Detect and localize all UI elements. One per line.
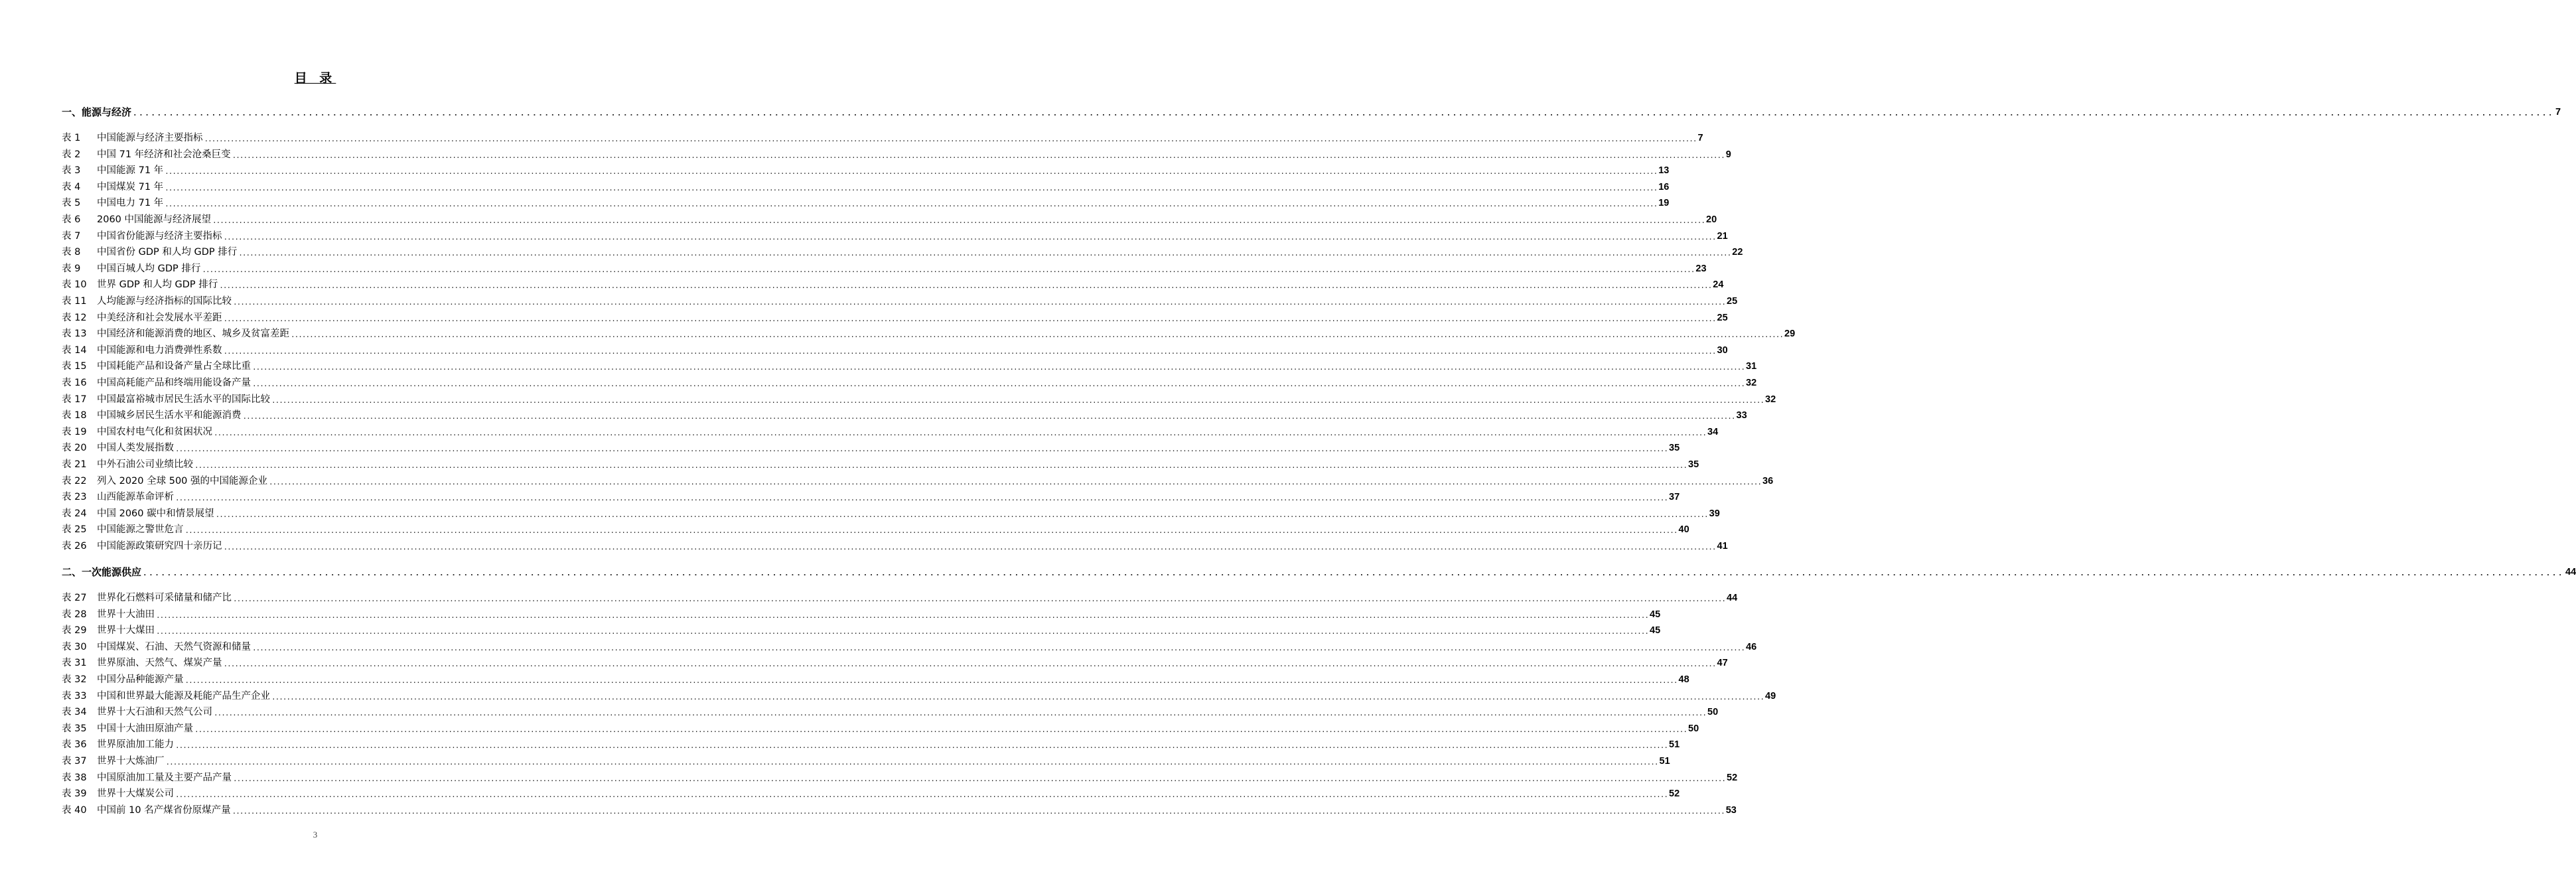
toc-entry[interactable] bbox=[62, 342, 1728, 357]
toc-entry[interactable] bbox=[62, 737, 1680, 751]
page-title: 目 录 bbox=[294, 71, 336, 86]
entry-title: 中国前 10 名产煤省份原煤产量 bbox=[97, 804, 231, 816]
dot-leader: ................................................................................................................................................................................................................................................................................................................................................................................................................ bbox=[194, 461, 1687, 470]
toc-entry[interactable] bbox=[62, 277, 1724, 291]
entry-label bbox=[62, 690, 270, 703]
dot-leader: ................................................................................................................................................................................................................................................................................................................................................................................................................ bbox=[233, 595, 1726, 603]
entry-label bbox=[62, 376, 251, 390]
entry-title: 世界原油、天然气、煤炭产量 bbox=[97, 658, 222, 669]
entry-title: 中国能源 71 年 bbox=[97, 165, 164, 177]
toc-entry[interactable] bbox=[62, 244, 1743, 259]
entry-label bbox=[62, 246, 237, 259]
entry-label bbox=[62, 262, 200, 275]
toc-entry[interactable] bbox=[62, 506, 1720, 520]
page-number: 3 bbox=[313, 830, 318, 840]
entry-number: 表 30 bbox=[62, 641, 87, 652]
dot-leader: ................................................................................................................................................................................................................................................................................................................................................................................................................ bbox=[212, 216, 1705, 225]
entry-page-number: 35 bbox=[1688, 459, 1699, 470]
entry-title: 世界十大煤炭公司 bbox=[97, 788, 174, 800]
toc-entry[interactable] bbox=[62, 130, 1703, 145]
toc-entry[interactable] bbox=[62, 163, 1670, 177]
entry-number: 表 10 bbox=[62, 279, 87, 291]
dot-leader: ................................................................................................................................................................................................................................................................................................................................................................................................................ bbox=[214, 709, 1707, 718]
entry-page-number: 52 bbox=[1727, 772, 1738, 783]
dot-leader: ................................................................................................................................................................................................................................................................................................................................................................................................................ bbox=[175, 790, 1668, 800]
entry-number: 表 11 bbox=[62, 296, 87, 307]
dot-leader: ................................................................................................................................................................................................................................................................................................................................................................................................................ bbox=[219, 281, 1712, 291]
toc-entry[interactable] bbox=[62, 473, 1774, 488]
entry-page-number: 23 bbox=[1695, 263, 1707, 274]
dot-leader: ................................................................................................................................................................................................................................................................................................................................................................................................................ bbox=[133, 109, 2555, 117]
toc-entry[interactable] bbox=[62, 688, 1776, 703]
entry-number: 表 9 bbox=[62, 263, 81, 274]
toc-entry[interactable] bbox=[62, 623, 1661, 637]
entry-title: 中国最富裕城市居民生活水平的国际比较 bbox=[97, 394, 270, 405]
toc-entry[interactable] bbox=[62, 753, 1670, 768]
toc-section-heading[interactable] bbox=[62, 104, 2561, 119]
entry-label bbox=[62, 295, 232, 308]
section-page-number: 44 bbox=[2565, 567, 2576, 577]
entry-label bbox=[62, 360, 251, 373]
entry-label bbox=[62, 738, 174, 751]
dot-leader: ................................................................................................................................................................................................................................................................................................................................................................................................................ bbox=[269, 477, 1762, 486]
section-label: 二、一次能源供应 bbox=[62, 566, 142, 578]
dot-leader: ................................................................................................................................................................................................................................................................................................................................................................................................................ bbox=[238, 249, 1731, 258]
entry-number: 表 32 bbox=[62, 674, 87, 685]
dot-leader: ................................................................................................................................................................................................................................................................................................................................................................................................................ bbox=[223, 660, 1716, 669]
entry-page-number: 49 bbox=[1765, 690, 1776, 702]
dot-leader: ................................................................................................................................................................................................................................................................................................................................................................................................................ bbox=[223, 232, 1716, 242]
entry-page-number: 41 bbox=[1717, 541, 1728, 552]
toc-entry[interactable] bbox=[62, 179, 1670, 194]
entry-title: 列入 2020 全球 500 强的中国能源企业 bbox=[97, 475, 268, 486]
entry-page-number: 7 bbox=[1697, 133, 1703, 143]
entry-number: 表 26 bbox=[62, 541, 87, 552]
entry-number: 表 1 bbox=[62, 133, 81, 143]
dot-leader: ................................................................................................................................................................................................................................................................................................................................................................................................................ bbox=[223, 543, 1716, 552]
entry-number: 表 4 bbox=[62, 181, 81, 192]
entry-label bbox=[62, 425, 212, 439]
entry-title: 世界原油加工能力 bbox=[97, 739, 174, 751]
entry-title: 中国 2060 碳中和情景展望 bbox=[97, 508, 214, 519]
entry-page-number: 36 bbox=[1762, 475, 1774, 486]
entry-number: 表 19 bbox=[62, 426, 87, 437]
dot-leader: ................................................................................................................................................................................................................................................................................................................................................................................................................ bbox=[165, 758, 1658, 767]
entry-page-number: 35 bbox=[1669, 443, 1680, 454]
dot-leader: ................................................................................................................................................................................................................................................................................................................................................................................................................ bbox=[252, 643, 1745, 652]
entry-page-number: 25 bbox=[1727, 296, 1738, 307]
entry-page-number: 32 bbox=[1746, 378, 1757, 388]
toc-entry[interactable] bbox=[62, 489, 1680, 504]
entry-label bbox=[62, 490, 174, 504]
entry-number: 表 16 bbox=[62, 378, 87, 388]
entry-number: 表 8 bbox=[62, 247, 81, 258]
entry-label bbox=[62, 458, 193, 471]
entry-label bbox=[62, 755, 165, 768]
entry-number: 表 29 bbox=[62, 625, 87, 636]
entry-title: 中国百城人均 GDP 排行 bbox=[97, 263, 201, 274]
entry-title: 中国经济和能源消费的地区、城乡及贫富差距 bbox=[97, 329, 289, 340]
dot-leader: ................................................................................................................................................................................................................................................................................................................................................................................................................ bbox=[194, 725, 1687, 734]
entry-number: 表 20 bbox=[62, 443, 87, 454]
entry-page-number: 47 bbox=[1717, 658, 1728, 669]
entry-page-number: 30 bbox=[1717, 344, 1728, 356]
toc-entry[interactable] bbox=[62, 440, 1680, 455]
entry-label bbox=[62, 771, 232, 784]
toc-entry[interactable] bbox=[62, 639, 1757, 654]
entry-page-number: 32 bbox=[1765, 394, 1776, 405]
entry-label bbox=[62, 608, 155, 621]
entry-title: 人均能源与经济指标的国际比较 bbox=[97, 296, 232, 307]
entry-page-number: 31 bbox=[1746, 361, 1757, 372]
entry-title: 世界十大油田 bbox=[97, 609, 155, 620]
toc-entry[interactable] bbox=[62, 522, 1689, 536]
entry-title: 中国能源和电力消费弹性系数 bbox=[97, 344, 222, 356]
entry-label bbox=[62, 656, 222, 670]
dot-leader: ................................................................................................................................................................................................................................................................................................................................................................................................................ bbox=[271, 396, 1764, 405]
dot-leader: ................................................................................................................................................................................................................................................................................................................................................................................................................ bbox=[233, 298, 1726, 307]
entry-title: 中国城乡居民生活水平和能源消费 bbox=[97, 410, 242, 421]
dot-leader: ................................................................................................................................................................................................................................................................................................................................................................................................................ bbox=[175, 445, 1668, 454]
dot-leader: ................................................................................................................................................................................................................................................................................................................................................................................................................ bbox=[143, 569, 2565, 577]
entry-page-number: 51 bbox=[1669, 739, 1680, 751]
entry-label bbox=[62, 131, 203, 145]
toc-entry[interactable] bbox=[62, 607, 1661, 621]
entry-page-number: 33 bbox=[1736, 410, 1747, 421]
entry-page-number: 29 bbox=[1784, 329, 1796, 340]
entry-title: 中国能源之警世危言 bbox=[97, 524, 184, 536]
toc-entry[interactable] bbox=[62, 457, 1699, 471]
entry-title: 中国省份能源与经济主要指标 bbox=[97, 230, 222, 242]
dot-leader: ................................................................................................................................................................................................................................................................................................................................................................................................................ bbox=[291, 331, 1784, 340]
entry-page-number: 53 bbox=[1725, 804, 1737, 816]
entry-title: 世界十大煤田 bbox=[97, 625, 155, 636]
entry-title: 中外石油公司业绩比较 bbox=[97, 459, 193, 470]
entry-label bbox=[62, 393, 270, 406]
entry-label bbox=[62, 475, 267, 488]
dot-leader: ................................................................................................................................................................................................................................................................................................................................................................................................................ bbox=[175, 741, 1668, 751]
entry-page-number: 51 bbox=[1659, 756, 1670, 767]
entry-title: 中国能源政策研究四十亲历记 bbox=[97, 541, 222, 552]
toc-entry[interactable] bbox=[62, 195, 1670, 210]
dot-leader: ................................................................................................................................................................................................................................................................................................................................................................................................................ bbox=[165, 200, 1658, 209]
entry-page-number: 37 bbox=[1669, 492, 1680, 503]
entry-number: 表 15 bbox=[62, 361, 87, 372]
entry-number: 表 31 bbox=[62, 658, 87, 669]
entry-title: 2060 中国能源与经济展望 bbox=[97, 214, 212, 225]
entry-page-number: 24 bbox=[1713, 279, 1724, 291]
toc-entry[interactable] bbox=[62, 802, 1737, 817]
entry-label bbox=[62, 230, 222, 243]
toc-entry[interactable] bbox=[62, 672, 1689, 686]
entry-number: 表 21 bbox=[62, 459, 87, 470]
entry-title: 中国电力 71 年 bbox=[97, 198, 164, 209]
entry-page-number: 25 bbox=[1717, 312, 1728, 323]
toc-entry[interactable] bbox=[62, 424, 1719, 439]
entry-title: 山西能源革命评析 bbox=[97, 492, 174, 503]
entry-title: 中国能源与经济主要指标 bbox=[97, 133, 203, 143]
entry-title: 中国和世界最大能源及耗能产品生产企业 bbox=[97, 690, 270, 702]
dot-leader: ................................................................................................................................................................................................................................................................................................................................................................................................................ bbox=[204, 135, 1697, 143]
entry-page-number: 16 bbox=[1658, 181, 1670, 192]
entry-number: 表 7 bbox=[62, 230, 81, 242]
toc-section-heading[interactable] bbox=[62, 564, 2576, 579]
entry-label bbox=[62, 327, 289, 340]
entry-page-number: 40 bbox=[1678, 524, 1689, 536]
entry-page-number: 13 bbox=[1658, 165, 1670, 177]
entry-label bbox=[62, 706, 212, 719]
dot-leader: ................................................................................................................................................................................................................................................................................................................................................................................................................ bbox=[215, 510, 1708, 519]
dot-leader: ................................................................................................................................................................................................................................................................................................................................................................................................................ bbox=[223, 314, 1716, 323]
entry-number: 表 40 bbox=[62, 804, 87, 816]
dot-leader: ................................................................................................................................................................................................................................................................................................................................................................................................................ bbox=[165, 167, 1658, 177]
entry-page-number: 52 bbox=[1669, 788, 1680, 800]
entry-page-number: 48 bbox=[1678, 674, 1689, 685]
entry-title: 世界化石燃料可采储量和储产比 bbox=[97, 593, 232, 603]
entry-number: 表 36 bbox=[62, 739, 87, 751]
entry-label bbox=[62, 344, 222, 357]
dot-leader: ................................................................................................................................................................................................................................................................................................................................................................................................................ bbox=[232, 806, 1725, 816]
entry-label bbox=[62, 409, 242, 422]
entry-label bbox=[62, 507, 214, 520]
entry-number: 表 28 bbox=[62, 609, 87, 620]
entry-number: 表 35 bbox=[62, 723, 87, 734]
entry-title: 中国原油加工量及主要产品产量 bbox=[97, 772, 232, 783]
entry-page-number: 21 bbox=[1717, 230, 1728, 242]
entry-page-number: 34 bbox=[1707, 426, 1719, 437]
dot-leader: ................................................................................................................................................................................................................................................................................................................................................................................................................ bbox=[233, 774, 1726, 783]
entry-title: 中国分品种能源产量 bbox=[97, 674, 184, 685]
entry-number: 表 6 bbox=[62, 214, 81, 225]
toc-entry[interactable] bbox=[62, 704, 1719, 719]
entry-page-number: 50 bbox=[1688, 723, 1699, 734]
entry-number: 表 2 bbox=[62, 149, 81, 160]
entry-label bbox=[62, 673, 184, 686]
toc-entry[interactable] bbox=[62, 392, 1776, 406]
entry-title: 中国十大油田原油产量 bbox=[97, 723, 193, 734]
entry-number: 表 25 bbox=[62, 524, 87, 536]
entry-label bbox=[62, 196, 163, 210]
toc-entry[interactable] bbox=[62, 721, 1699, 735]
entry-title: 世界 GDP 和人均 GDP 排行 bbox=[97, 279, 218, 291]
entry-number: 表 38 bbox=[62, 772, 87, 783]
dot-leader: ................................................................................................................................................................................................................................................................................................................................................................................................................ bbox=[271, 692, 1764, 702]
entry-title: 中国耗能产品和设备产量占全球比重 bbox=[97, 361, 251, 372]
toc-entry[interactable] bbox=[62, 375, 1757, 390]
toc-entry[interactable] bbox=[62, 408, 1747, 422]
toc-entry[interactable] bbox=[62, 310, 1728, 325]
entry-number: 表 33 bbox=[62, 690, 87, 702]
dot-leader: ................................................................................................................................................................................................................................................................................................................................................................................................................ bbox=[242, 412, 1735, 421]
dot-leader: ................................................................................................................................................................................................................................................................................................................................................................................................................ bbox=[156, 627, 1649, 636]
entry-title: 中国煤炭、石油、天然气资源和储量 bbox=[97, 641, 251, 652]
toc-entry[interactable] bbox=[62, 538, 1728, 553]
toc-entry[interactable] bbox=[62, 655, 1728, 670]
entry-title: 中国人类发展指数 bbox=[97, 443, 174, 454]
section-page-number: 7 bbox=[2555, 107, 2561, 117]
entry-number: 表 34 bbox=[62, 707, 87, 718]
entry-page-number: 22 bbox=[1732, 247, 1743, 258]
entry-label bbox=[62, 804, 231, 817]
entry-label bbox=[62, 441, 174, 455]
dot-leader: ................................................................................................................................................................................................................................................................................................................................................................................................................ bbox=[165, 183, 1658, 192]
entry-title: 中美经济和社会发展水平差距 bbox=[97, 312, 222, 323]
entry-page-number: 39 bbox=[1709, 508, 1720, 519]
entry-title: 世界十大炼油厂 bbox=[97, 756, 165, 767]
entry-label bbox=[62, 148, 231, 161]
dot-leader: ................................................................................................................................................................................................................................................................................................................................................................................................................ bbox=[184, 676, 1678, 685]
entry-label bbox=[62, 787, 174, 800]
dot-leader: ................................................................................................................................................................................................................................................................................................................................................................................................................ bbox=[202, 265, 1695, 274]
entry-label bbox=[62, 624, 155, 637]
entry-title: 中国煤炭 71 年 bbox=[97, 181, 164, 192]
entry-title: 中国农村电气化和贫困状况 bbox=[97, 426, 212, 437]
entry-label bbox=[62, 181, 163, 194]
toc-entry[interactable] bbox=[62, 590, 1738, 605]
entry-number: 表 18 bbox=[62, 410, 87, 421]
dot-leader: ................................................................................................................................................................................................................................................................................................................................................................................................................ bbox=[252, 363, 1745, 372]
entry-number: 表 3 bbox=[62, 165, 81, 177]
toc-entry[interactable] bbox=[62, 770, 1738, 784]
entry-number: 表 39 bbox=[62, 788, 87, 800]
table-of-contents bbox=[62, 0, 2576, 823]
entry-number: 表 37 bbox=[62, 756, 87, 767]
toc-entry[interactable] bbox=[62, 261, 1707, 275]
entry-number: 表 23 bbox=[62, 492, 87, 503]
entry-title: 中国高耗能产品和终端用能设备产量 bbox=[97, 378, 251, 388]
entry-label bbox=[62, 640, 251, 654]
entry-number: 表 27 bbox=[62, 593, 87, 603]
entry-page-number: 50 bbox=[1707, 707, 1719, 718]
dot-leader: ................................................................................................................................................................................................................................................................................................................................................................................................................ bbox=[214, 428, 1707, 437]
dot-leader: ................................................................................................................................................................................................................................................................................................................................................................................................................ bbox=[252, 380, 1745, 388]
entry-title: 中国 71 年经济和社会沧桑巨变 bbox=[97, 149, 231, 160]
toc-entry[interactable] bbox=[62, 147, 1731, 161]
entry-number: 表 14 bbox=[62, 344, 87, 356]
entry-number: 表 17 bbox=[62, 394, 87, 405]
entry-label bbox=[62, 213, 211, 226]
entry-number: 表 5 bbox=[62, 198, 81, 209]
entry-label bbox=[62, 164, 163, 177]
toc-entry[interactable] bbox=[62, 212, 1717, 226]
entry-page-number: 9 bbox=[1725, 149, 1731, 160]
entry-label bbox=[62, 311, 222, 325]
entry-label bbox=[62, 523, 184, 536]
entry-page-number: 45 bbox=[1650, 609, 1661, 620]
dot-leader: ................................................................................................................................................................................................................................................................................................................................................................................................................ bbox=[232, 151, 1725, 160]
entry-page-number: 19 bbox=[1658, 198, 1670, 209]
entry-page-number: 46 bbox=[1746, 641, 1757, 652]
entry-page-number: 45 bbox=[1650, 625, 1661, 636]
entry-number: 表 12 bbox=[62, 312, 87, 323]
entry-title: 中国省份 GDP 和人均 GDP 排行 bbox=[97, 247, 238, 258]
dot-leader: ................................................................................................................................................................................................................................................................................................................................................................................................................ bbox=[223, 346, 1716, 356]
toc-entry[interactable] bbox=[62, 228, 1728, 243]
entry-label bbox=[62, 540, 222, 553]
entry-title: 世界十大石油和天然气公司 bbox=[97, 707, 212, 718]
entry-page-number: 44 bbox=[1727, 593, 1738, 603]
entry-label bbox=[62, 591, 232, 605]
toc-entry[interactable] bbox=[62, 326, 1796, 340]
dot-leader: ................................................................................................................................................................................................................................................................................................................................................................................................................ bbox=[156, 611, 1649, 620]
entry-number: 表 22 bbox=[62, 475, 87, 486]
entry-number: 表 13 bbox=[62, 329, 87, 340]
toc-entry[interactable] bbox=[62, 786, 1680, 800]
toc-entry[interactable] bbox=[62, 293, 1738, 308]
entry-label bbox=[62, 278, 218, 291]
entry-number: 表 24 bbox=[62, 508, 87, 519]
dot-leader: ................................................................................................................................................................................................................................................................................................................................................................................................................ bbox=[184, 526, 1678, 536]
toc-entry[interactable] bbox=[62, 358, 1757, 373]
entry-label bbox=[62, 722, 193, 735]
section-label: 一、能源与经济 bbox=[62, 106, 132, 118]
entry-page-number: 20 bbox=[1706, 214, 1717, 225]
dot-leader: ................................................................................................................................................................................................................................................................................................................................................................................................................ bbox=[175, 494, 1668, 503]
